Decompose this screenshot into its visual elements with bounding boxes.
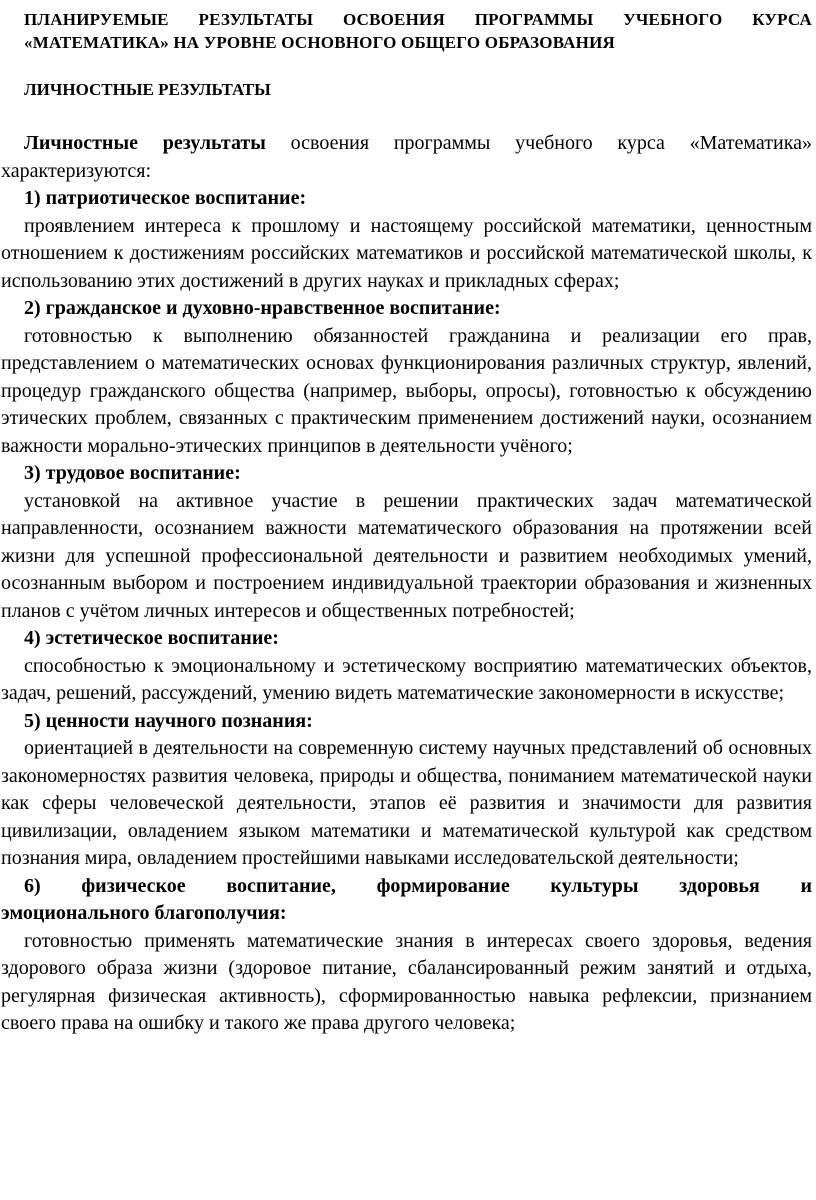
document-title-line-2: «МАТЕМАТИКА» НА УРОВНЕ ОСНОВНОГО ОБЩЕГО ОБРАЗОВАНИЯ xyxy=(24,33,615,52)
item-6-heading xyxy=(1,873,812,928)
item-2-heading: 2) гражданское и духовно-нравственное воспитание: xyxy=(24,297,501,319)
section-title: ЛИЧНОСТНЫЕ РЕЗУЛЬТАТЫ xyxy=(24,80,271,99)
item-4-text: способностью к эмоциональному и эстетическому восприятию математических объектов, задач, решений, рассуждений, умению видеть математические закономерности в искусстве; xyxy=(1,654,812,704)
item-4-heading: 4) эстетическое воспитание: xyxy=(24,627,279,649)
intro-bold-term: Личностные результаты xyxy=(24,132,266,154)
item-6-heading-line-1: 6) физическое воспитание, формирование культуры здоровья и xyxy=(24,874,812,897)
item-5-heading: 5) ценности научного познания: xyxy=(24,709,313,732)
item-3-text: установкой на активное участие в решении практических задач математической направленности, осознанием важности математического образования на протяжении всей жизни для успешной профессиональной деятельности и развитием необходимых умений, осознанным выбором и построением индивидуальной траектории образования и жизненных планов с учётом личных интересов и общественных потребностей; xyxy=(1,489,812,622)
item-6-text: готовностью применять математические знания в интересах своего здоровья, ведения здорового образа жизни (здоровое питание, сбалансированный режим занятий и отдыха, регулярная физическая активность), сформированностью навыка рефлексии, признанием своего права на ошибку и такого же права другого человека; xyxy=(1,929,812,1034)
intro-paragraph xyxy=(1,130,812,185)
document-title xyxy=(24,8,812,54)
item-5-text: ориентацией в деятельности на современную систему научных представлений об основных закономерностях развития человека, природы и общества, пониманием математической науки как сферы человеческой деятельности, этапов её развития и значимости для развития цивилизации, овладением языком математики и математической культурой как средством познания мира, овладением простейшими навыками исследовательской деятельности; xyxy=(1,737,812,869)
item-6-heading-line-2: эмоционального благополучия: xyxy=(1,902,287,924)
item-2-text: готовностью к выполнению обязанностей гражданина и реализации его прав, представлением о математических основах функционирования различных структур, явлений, процедур гражданского общества (например, выборы, опросы), готовностью к обсуждению этических проблем, связанных с практическим применением достижений науки, осознанием важности морально-этических принципов в деятельности учёного; xyxy=(1,324,812,457)
document-title-line-1: ПЛАНИРУЕМЫЕ РЕЗУЛЬТАТЫ ОСВОЕНИЯ ПРОГРАММЫ УЧЕБНОГО КУРСА xyxy=(24,10,812,29)
item-1-text: проявлением интереса к прошлому и настоящему российской математики, ценностным отношением к достижениям российских математиков и российской математической школы, к использованию этих достижений в других науках и прикладных сферах; xyxy=(1,214,812,292)
item-3-heading: 3) трудовое воспитание: xyxy=(24,462,241,484)
intro-text: освоения программы учебного курса «Математика» характеризуются: xyxy=(1,132,813,182)
item-1-heading: 1) патриотическое воспитание: xyxy=(24,187,307,209)
